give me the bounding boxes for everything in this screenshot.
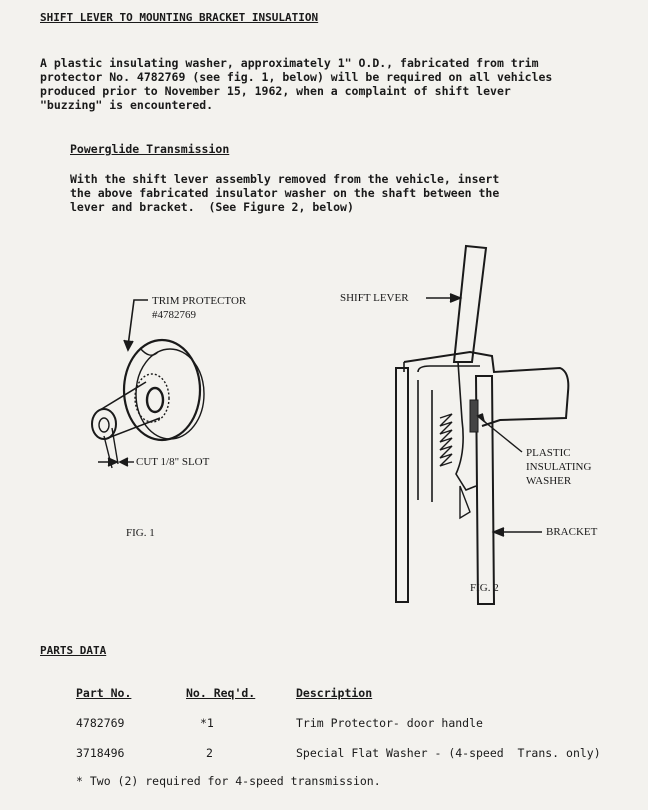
intro-line-4: "buzzing" is encountered. [40,98,214,112]
fig1-caption: FIG. 1 [126,527,155,539]
sub-line-1: With the shift lever assembly removed from the vehicle, insert [70,172,500,186]
washer-leader [480,418,522,452]
fig1-slot-label: CUT 1/8" SLOT [136,456,210,468]
page-title: SHIFT LEVER TO MOUNTING BRACKET INSULATION [40,11,319,24]
sub-line-3: lever and bracket. (See Figure 2, below) [70,200,354,214]
fig2-washer-label-2: INSULATING [526,461,592,473]
header-no-reqd: No. Req'd. [186,686,256,700]
fig1-label-line-1: TRIM PROTECTOR [152,295,247,307]
hub-inner-curve [418,366,480,372]
washer-arrowhead [478,414,485,422]
lever-hub-housing [404,352,568,426]
quantity: 2 [206,746,213,760]
fig1-label-line-2: #4782769 [152,309,196,321]
bracket-right-plate [476,376,494,604]
pivot-cam [460,486,470,518]
sub-line-2: the above fabricated insulator washer on the shaft between the [70,186,500,200]
part-number: 3718496 [76,746,125,760]
fig2-shift-lever-label: SHIFT LEVER [340,292,409,304]
shift-lever-arrowhead [450,294,460,302]
header-description: Description [296,686,373,700]
subheading: Powerglide Transmission [70,142,230,156]
intro-line-1: A plastic insulating washer, approximately 1" O.D., fabricated from trim [40,56,539,70]
spring-coil [440,414,452,466]
intro-line-2: protector No. 4782769 (see fig. 1, below) will be required on all vehicles [40,70,553,84]
header-part-no: Part No. [76,686,132,700]
table-row [0,716,648,732]
fig2-caption: FIG. 2 [470,582,499,594]
inner-channel [418,380,432,502]
fig2-washer-label-1: PLASTIC [526,447,571,459]
parts-data-heading: PARTS DATA [40,644,107,657]
part-number: 4782769 [76,716,125,730]
table-row [0,746,648,762]
quantity: *1 [200,716,214,730]
bracket-arrowhead [494,528,504,536]
parts-footnote: * Two (2) required for 4-speed transmission. [76,774,381,788]
intro-line-3: produced prior to November 15, 1962, when a complaint of shift lever [40,84,511,98]
fig2-bracket-label: BRACKET [546,526,598,538]
fig2-washer-label-3: WASHER [526,475,572,487]
bracket-left-plate [396,368,408,602]
shift-lever-arm [454,246,486,362]
description: Special Flat Washer - (4-speed Trans. only) [296,746,601,760]
parts-table-header-row [0,686,648,702]
description: Trim Protector- door handle [296,716,483,730]
